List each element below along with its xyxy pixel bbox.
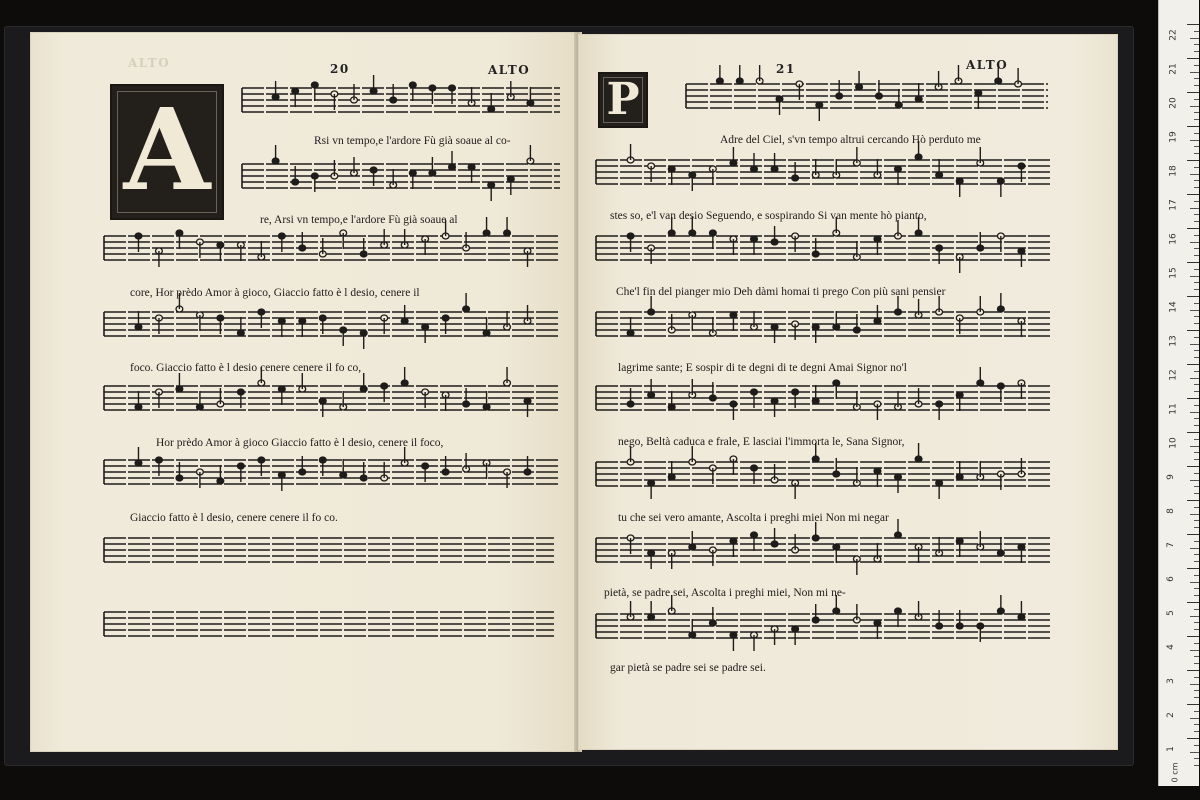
ruler-minor-tick <box>1194 51 1199 52</box>
staff-line-6 <box>104 447 558 491</box>
ruler-minor-tick <box>1190 242 1199 243</box>
ruler-tick <box>1187 24 1199 25</box>
ruler-label: 7 <box>1165 542 1176 548</box>
ruler-label: 13 <box>1168 335 1179 347</box>
ruler-minor-tick <box>1190 344 1199 345</box>
staff-line-1 <box>242 75 560 112</box>
ruler-tick <box>1187 398 1199 399</box>
ruler-minor-tick <box>1194 357 1199 358</box>
ruler-tick <box>1187 670 1199 671</box>
left-voice-label: ALTO <box>488 63 531 77</box>
staff-line-2 <box>596 141 1052 197</box>
staff-line-4 <box>596 293 1052 343</box>
ruler-label: 18 <box>1168 165 1179 177</box>
ruler-minor-tick <box>1194 235 1199 236</box>
ruler-minor-tick <box>1194 65 1199 66</box>
ruler-tick <box>1187 228 1199 229</box>
ruler-minor-tick <box>1194 384 1199 385</box>
staff-line-1 <box>686 65 1048 121</box>
lyric-line: core, Hor prèdo Amor à gioco, Giaccio fatto è l desio, cenere il <box>130 287 420 299</box>
ruler-minor-tick <box>1194 493 1199 494</box>
staff-line-7 <box>596 519 1052 575</box>
ruler-minor-tick <box>1190 174 1199 175</box>
lyric-line: nego, Beltà caduca e frale, E lasciai l'immorta le, Sana Signor, <box>618 436 905 448</box>
ruler-label: 8 <box>1165 508 1176 514</box>
ruler-tick <box>1187 466 1199 467</box>
right-voice-label: ALTO <box>966 58 1009 72</box>
ruler-label: 1 <box>1165 746 1176 752</box>
lyric-line: Hor prèdo Amor à gioco Giaccio fatto è l desio, cenere il foco, <box>156 437 444 449</box>
ruler-minor-tick <box>1194 78 1199 79</box>
ruler-minor-tick <box>1194 609 1199 610</box>
initial-letter: A <box>123 85 211 216</box>
ruler-minor-tick <box>1194 337 1199 338</box>
ruler-tick <box>1187 126 1199 127</box>
ruler-minor-tick <box>1194 221 1199 222</box>
ruler-minor-tick <box>1194 520 1199 521</box>
ruler-minor-tick <box>1194 554 1199 555</box>
ruler-minor-tick <box>1194 643 1199 644</box>
ruler-tick <box>1187 262 1199 263</box>
ruler-minor-tick <box>1194 85 1199 86</box>
ruler-tick <box>1187 330 1199 331</box>
ruler-minor-tick <box>1194 133 1199 134</box>
ruler-minor-tick <box>1190 548 1199 549</box>
ruler-minor-tick <box>1190 412 1199 413</box>
ruler-minor-tick <box>1194 31 1199 32</box>
ruler-minor-tick <box>1194 656 1199 657</box>
ruler-minor-tick <box>1190 38 1199 39</box>
ruler-minor-tick <box>1194 350 1199 351</box>
ruler-minor-tick <box>1194 711 1199 712</box>
ruler-tick <box>1187 364 1199 365</box>
ruler-minor-tick <box>1194 724 1199 725</box>
ruler-minor-tick <box>1190 752 1199 753</box>
lyric-line: pietà, se padre sei, Ascolta i preghi miei, Non mi ne- <box>604 587 846 599</box>
staff-line-3 <box>596 217 1052 273</box>
ruler-unit-label: 0 cm <box>1170 762 1180 783</box>
ruler-minor-tick <box>1194 459 1199 460</box>
ruler-tick <box>1187 58 1199 59</box>
ruler-label: 20 <box>1168 97 1179 109</box>
ruler-label: 11 <box>1168 403 1179 415</box>
ruler-label: 22 <box>1168 29 1179 41</box>
initial-letter: P <box>606 74 640 125</box>
ruler-label: 3 <box>1165 678 1176 684</box>
ruler-minor-tick <box>1194 452 1199 453</box>
ruler-tick <box>1187 568 1199 569</box>
ruler-minor-tick <box>1194 201 1199 202</box>
ruler-minor-tick <box>1194 629 1199 630</box>
ruler-tick <box>1187 500 1199 501</box>
ruler-minor-tick <box>1194 425 1199 426</box>
ruler-minor-tick <box>1194 486 1199 487</box>
ruler-minor-tick <box>1194 595 1199 596</box>
lyric-line: Adre del Ciel, s'vn tempo altrui cercando Hò perduto me <box>720 134 981 146</box>
lyric-line: re, Arsi vn tempo,e l'ardore Fù già soaue al <box>260 214 458 226</box>
ruler-minor-tick <box>1190 650 1199 651</box>
ruler-minor-tick <box>1190 72 1199 73</box>
empty-staff-2 <box>104 612 554 636</box>
ruler-minor-tick <box>1190 140 1199 141</box>
ruler-minor-tick <box>1194 187 1199 188</box>
ruler-tick <box>1187 636 1199 637</box>
ruler-minor-tick <box>1194 622 1199 623</box>
ruler-minor-tick <box>1194 167 1199 168</box>
lyric-line: foco. Giaccio fatto è l desio cenere cenere il fo co, <box>130 362 362 374</box>
ruler-minor-tick <box>1194 153 1199 154</box>
ruler-label: 14 <box>1168 301 1179 313</box>
lyric-line: Giaccio fatto è l desio, cenere cenere il fo co. <box>130 512 338 524</box>
ruler-tick <box>1187 738 1199 739</box>
ruler-minor-tick <box>1194 316 1199 317</box>
ruler-tick <box>1187 194 1199 195</box>
ruler-minor-tick <box>1194 663 1199 664</box>
ruler-minor-tick <box>1190 378 1199 379</box>
lyric-line: stes so, e'l van desio Seguendo, e sospirando Si van mente hò pianto, <box>610 210 927 222</box>
ruler-minor-tick <box>1194 391 1199 392</box>
ruler-minor-tick <box>1194 119 1199 120</box>
lyric-line: tu che sei vero amante, Ascolta i preghi miei Non mi negar <box>618 512 889 524</box>
ruler-minor-tick <box>1194 758 1199 759</box>
ruler-minor-tick <box>1190 616 1199 617</box>
ruler-minor-tick <box>1194 146 1199 147</box>
ruler-minor-tick <box>1194 690 1199 691</box>
ruler-minor-tick <box>1194 697 1199 698</box>
lyric-line: Rsi vn tempo,e l'ardore Fù già soaue al co- <box>314 135 511 147</box>
show-through-label: ALTO <box>128 56 171 70</box>
measuring-ruler <box>1158 0 1199 786</box>
ruler-label: 10 <box>1168 437 1179 449</box>
ruler-label: 12 <box>1168 369 1179 381</box>
ruler-minor-tick <box>1194 323 1199 324</box>
ruler-minor-tick <box>1194 371 1199 372</box>
ruler-minor-tick <box>1194 255 1199 256</box>
ruler-minor-tick <box>1194 765 1199 766</box>
ruler-tick <box>1187 534 1199 535</box>
ruler-minor-tick <box>1194 112 1199 113</box>
ruler-minor-tick <box>1190 480 1199 481</box>
ruler-tick <box>1187 160 1199 161</box>
staff-line-5 <box>104 367 558 417</box>
ruler-tick <box>1187 602 1199 603</box>
ruler-minor-tick <box>1194 575 1199 576</box>
ruler-minor-tick <box>1194 561 1199 562</box>
ruler-tick <box>1187 296 1199 297</box>
ruler-tick <box>1187 92 1199 93</box>
ruler-minor-tick <box>1194 99 1199 100</box>
ruler-minor-tick <box>1194 282 1199 283</box>
lyric-line: lagrime sante; E sospir di te degni di te degni Amai Signor no'l <box>618 362 907 374</box>
ruler-label: 6 <box>1165 576 1176 582</box>
ruler-minor-tick <box>1190 310 1199 311</box>
empty-staff-1 <box>104 538 554 562</box>
ruler-minor-tick <box>1194 527 1199 528</box>
ruler-minor-tick <box>1194 507 1199 508</box>
ruler-minor-tick <box>1194 44 1199 45</box>
ruler-minor-tick <box>1190 208 1199 209</box>
staff-line-5 <box>596 367 1052 420</box>
ruler-minor-tick <box>1190 514 1199 515</box>
ruler-label: 16 <box>1168 233 1179 245</box>
ruler-label: 4 <box>1165 644 1176 650</box>
ruler-label: 15 <box>1168 267 1179 279</box>
lyric-line: gar pietà se padre sei se padre sei. <box>610 662 766 674</box>
ruler-label: 21 <box>1168 63 1179 75</box>
ruler-minor-tick <box>1194 248 1199 249</box>
staff-line-6 <box>596 443 1052 499</box>
staff-line-2 <box>242 145 560 201</box>
ruler-minor-tick <box>1190 106 1199 107</box>
ruler-label: 9 <box>1165 474 1176 480</box>
ruler-minor-tick <box>1190 718 1199 719</box>
staff-line-3 <box>104 217 558 267</box>
ruler-minor-tick <box>1190 684 1199 685</box>
ruler-minor-tick <box>1194 405 1199 406</box>
ruler-tick <box>1187 432 1199 433</box>
staff-line-4 <box>104 293 558 349</box>
ruler-label: 17 <box>1168 199 1179 211</box>
ruler-label: 19 <box>1168 131 1179 143</box>
ruler-minor-tick <box>1194 473 1199 474</box>
right-page-number: 21 <box>776 62 796 76</box>
ruler-minor-tick <box>1194 439 1199 440</box>
ruler-minor-tick <box>1194 269 1199 270</box>
ruler-label: 5 <box>1165 610 1176 616</box>
ruler-minor-tick <box>1194 588 1199 589</box>
lyric-line: Che'l fin del pianger mio Deh dàmi homai ti prego Con più sani pensier <box>616 286 946 298</box>
ruler-minor-tick <box>1194 541 1199 542</box>
ruler-minor-tick <box>1190 446 1199 447</box>
ruler-minor-tick <box>1194 745 1199 746</box>
ruler-minor-tick <box>1190 582 1199 583</box>
ruler-minor-tick <box>1194 731 1199 732</box>
ruler-tick <box>1187 704 1199 705</box>
ruler-minor-tick <box>1190 276 1199 277</box>
ruler-minor-tick <box>1194 214 1199 215</box>
left-page-number: 20 <box>330 62 350 76</box>
ruler-minor-tick <box>1194 677 1199 678</box>
ruler-minor-tick <box>1194 418 1199 419</box>
ruler-minor-tick <box>1194 289 1199 290</box>
staff-line-8 <box>596 595 1052 651</box>
ruler-minor-tick <box>1194 180 1199 181</box>
ruler-label: 2 <box>1165 712 1176 718</box>
ruler-minor-tick <box>1194 303 1199 304</box>
